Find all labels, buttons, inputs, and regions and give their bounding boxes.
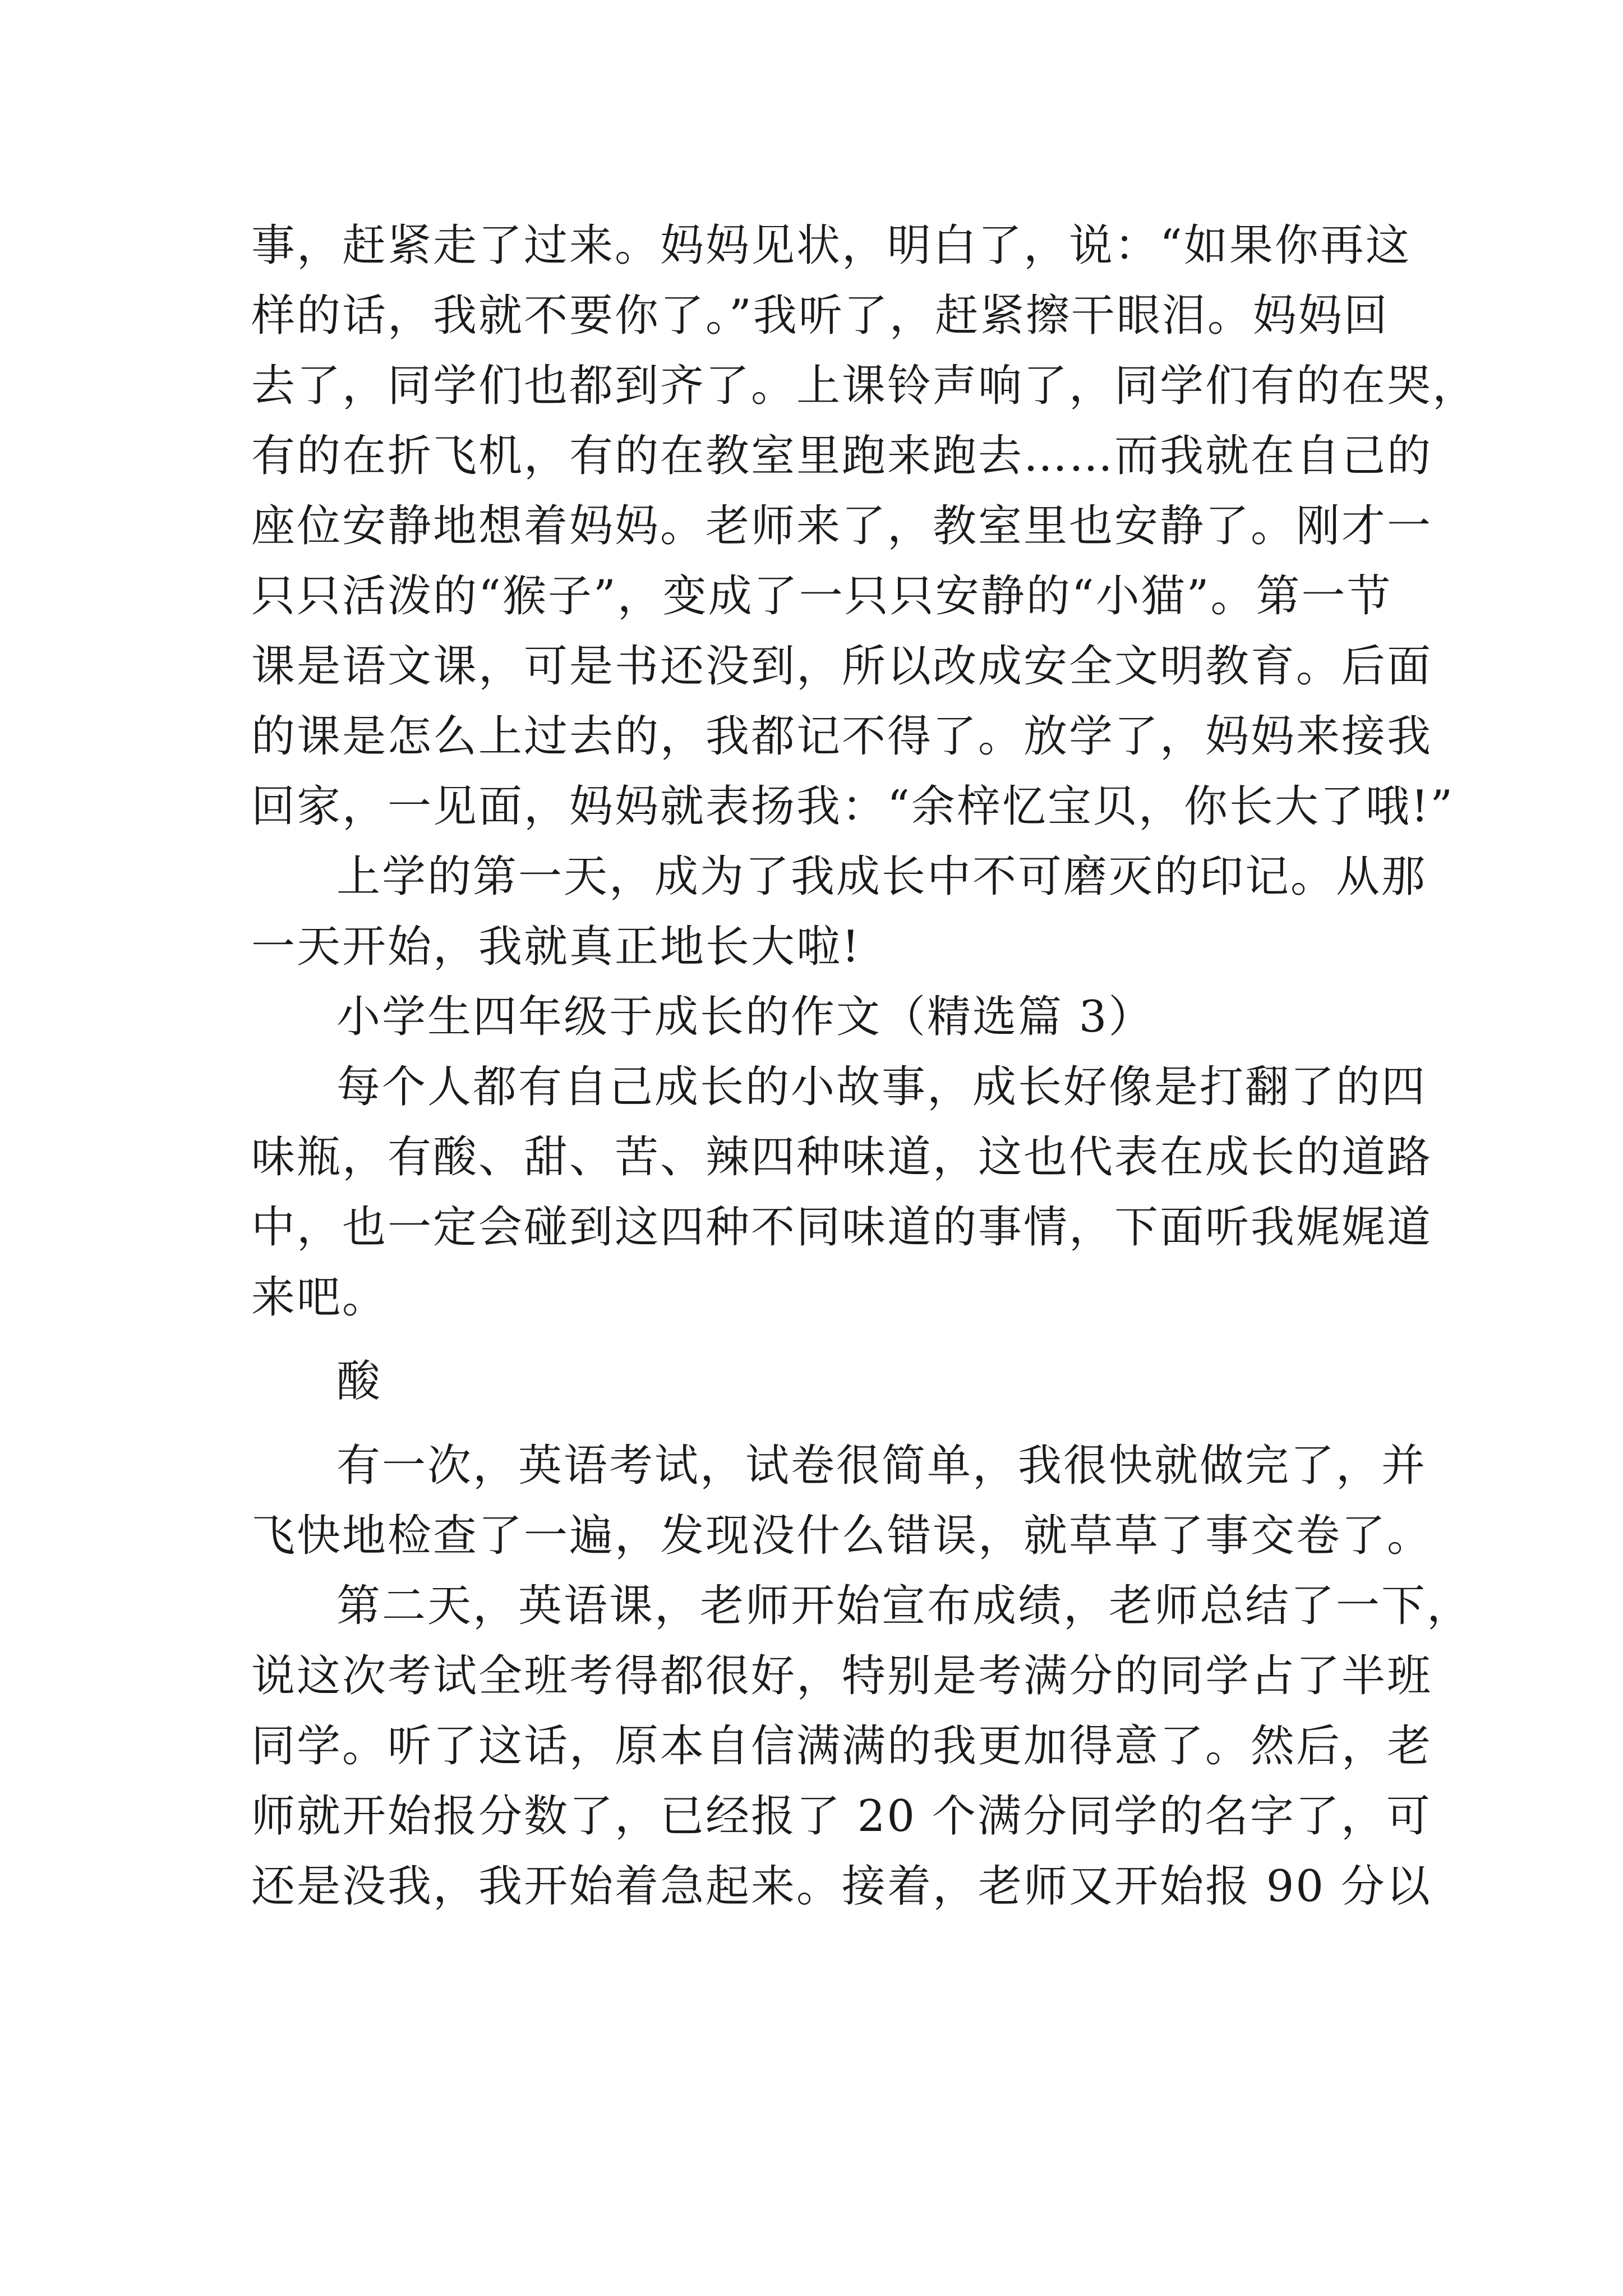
paragraph-first-line: 每个人都有自己成长的小故事，成长好像是打翻了的四 <box>336 1062 1427 1112</box>
text-line: 飞快地检查了一遍，发现没什么错误，就草草了事交卷了。 <box>251 1511 1433 1561</box>
text-line: 来吧。 <box>251 1272 388 1323</box>
text-line: 还是没我，我开始着急起来。接着，老师又开始报 90 分以 <box>251 1861 1432 1912</box>
section-heading: 小学生四年级于成长的作文（精选篇 3） <box>336 992 1154 1042</box>
text-line: 只只活泼的“猴子”，变成了一只只安静的“小猫”。第一节 <box>251 571 1393 622</box>
text-line: 师就开始报分数了，已经报了 20 个满分同学的名字了，可 <box>251 1791 1432 1842</box>
text-line: 一天开始，我就真正地长大啦! <box>251 922 861 972</box>
paragraph-first-line: 有一次，英语考试，试卷很简单，我很快就做完了，并 <box>336 1441 1427 1491</box>
subheading-sour: 酸 <box>336 1356 382 1407</box>
text-line: 样的话，我就不要你了。”我听了，赶紧擦干眼泪。妈妈回 <box>251 291 1389 341</box>
text-line: 课是语文课，可是书还没到，所以改成安全文明教育。后面 <box>251 641 1433 692</box>
text-line: 去了，同学们也都到齐了。上课铃声响了，同学们有的在哭， <box>251 361 1478 411</box>
text-line: 说这次考试全班考得都很好，特别是考满分的同学占了半班 <box>251 1651 1433 1701</box>
text-line: 有的在折飞机，有的在教室里跑来跑去……而我就在自己的 <box>251 431 1433 481</box>
text-line: 回家，一见面，妈妈就表扬我：“余梓忆宝贝，你长大了哦!” <box>251 781 1455 832</box>
paragraph-first-line: 第二天，英语课，老师开始宣布成绩，老师总结了一下， <box>336 1581 1473 1631</box>
text-line: 座位安静地想着妈妈。老师来了，教室里也安静了。刚才一 <box>251 501 1433 551</box>
paragraph-first-line: 上学的第一天，成为了我成长中不可磨灭的印记。从那 <box>336 852 1427 902</box>
text-line: 事，赶紧走了过来。妈妈见状，明白了，说：“如果你再这 <box>251 220 1411 271</box>
text-line: 味瓶，有酸、甜、苦、辣四种味道，这也代表在成长的道路 <box>251 1132 1433 1182</box>
text-line: 中，也一定会碰到这四种不同味道的事情，下面听我娓娓道 <box>251 1202 1433 1253</box>
text-line: 的课是怎么上过去的，我都记不得了。放学了，妈妈来接我 <box>251 711 1433 762</box>
text-line: 同学。听了这话，原本自信满满的我更加得意了。然后，老 <box>251 1721 1433 1772</box>
